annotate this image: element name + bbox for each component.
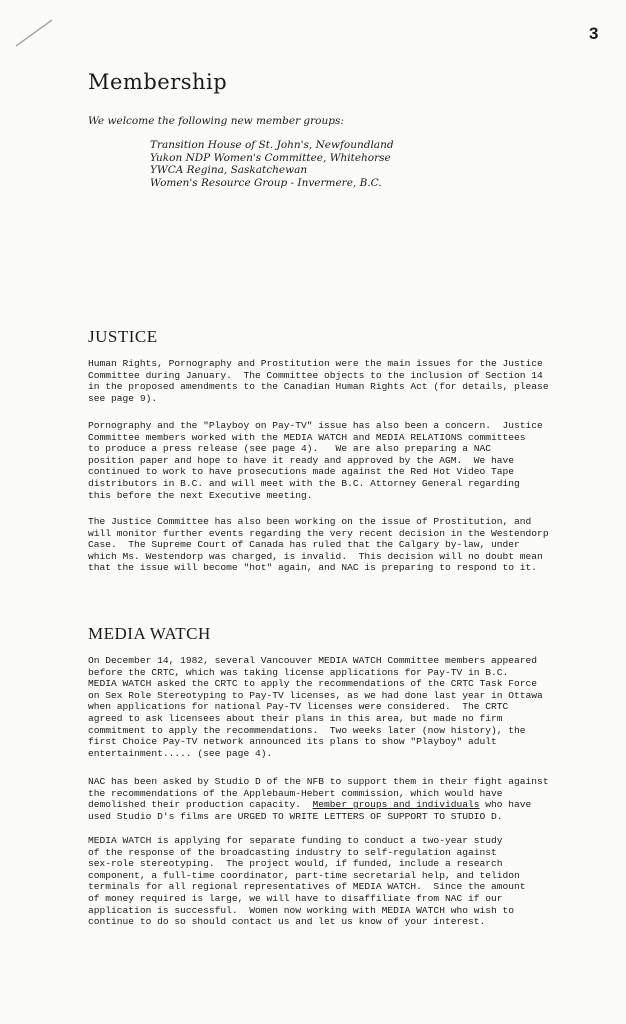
text-line: in the proposed amendments to the Canadian Human Rights Act (for details, please (88, 381, 549, 393)
justice-paragraph-2 (88, 420, 570, 501)
list-item: Women's Resource Group - Invermere, B.C. (150, 176, 382, 189)
text-line: Case. The Supreme Court of Canada has ruled that the Calgary by-law, under (88, 539, 520, 551)
text-line: commitment to apply the recommendations. Two weeks later (now history), the (88, 724, 526, 736)
text-line: Committee members worked with the MEDIA WATCH and MEDIA RELATIONS committees (88, 431, 526, 443)
text-line: see page 9). (88, 392, 158, 404)
text-segment: used Studio D's films are URGED TO (88, 810, 290, 822)
text-line: Committee during January. The Committee objects to the inclusion of Section 14 (88, 369, 543, 381)
media-watch-heading: MEDIA WATCH (88, 624, 211, 643)
justice-paragraph-3 (88, 516, 570, 574)
text-line: NAC has been asked by Studio D of the NFB to support them in their fight against (88, 776, 549, 787)
text-line (88, 799, 570, 811)
text-line: before the CRTC, which was taking license applications for Pay-TV in B.C. (88, 666, 509, 678)
underlined-text: Member groups and individuals (312, 799, 480, 811)
text-line: which Ms. Westendorp was charged, is invalid. This decision will no doubt mean (88, 550, 543, 562)
text-line: On December 14, 1982, several Vancouver MEDIA WATCH Committee members appeared (88, 655, 538, 666)
text-line: on Sex Role Stereotyping to Pay-TV licenses, as we had done last year in Ottawa (88, 689, 543, 701)
list-item: Yukon NDP Women's Committee, Whitehorse (150, 151, 391, 164)
text-line: entertainment..... (see page 4). (88, 747, 273, 759)
text-line: continue to do so should contact us and let us know of your interest. (88, 916, 486, 928)
emphasized-text: WRITE LETTERS OF SUPPORT TO STUDIO D. (289, 810, 503, 822)
list-item: Transition House of St. John's, Newfoundland (150, 139, 394, 151)
text-segment: who have (479, 799, 532, 811)
text-line: when applications for national Pay-TV licenses were considered. The CRTC (88, 701, 509, 713)
text-line: to produce a press release (see page 4). We are also preparing a NAC (88, 443, 492, 455)
membership-intro: We welcome the following new member groups: (88, 115, 344, 127)
text-line: first Choice Pay-TV network announced its plans to show "Playboy" adult (88, 736, 497, 748)
justice-heading: JUSTICE (88, 327, 158, 346)
media-watch-paragraph-3 (88, 835, 570, 928)
membership-heading: Membership (88, 70, 228, 94)
text-line (88, 811, 570, 823)
text-line: terminals for all regional representatives of MEDIA WATCH. Since the amount (88, 881, 526, 893)
text-segment: demolished their production capacity. (88, 799, 313, 811)
page-number: 3 (589, 24, 599, 43)
text-line: The Justice Committee has also been working on the issue of Prostitution, and (88, 516, 532, 527)
media-watch-paragraph-1 (88, 655, 570, 759)
pen-stroke-mark (14, 18, 54, 48)
text-line: component, a full-time coordinator, part-time secretarial help, and telidon (88, 869, 520, 881)
text-line: will monitor further events regarding the very recent decision in the Westendorp (88, 527, 549, 539)
text-line: position paper and hope to have it ready and approved by the AGM. We have (88, 454, 515, 466)
text-line: MEDIA WATCH is applying for separate funding to conduct a two-year study (88, 835, 503, 846)
text-line: that the issue will become "hot" again, and NAC is preparing to respond to it. (88, 562, 538, 574)
text-line: this before the next Executive meeting. (88, 489, 313, 501)
text-line: Human Rights, Pornography and Prostitution were the main issues for the Justice (88, 358, 543, 369)
list-item: YWCA Regina, Saskatchewan (150, 164, 308, 176)
text-line: the recommendations of the Applebaum-Hebert commission, which would have (88, 787, 503, 799)
text-line: of the response of the broadcasting industry to self-regulation against (88, 846, 497, 858)
text-line: continued to work to have prosecutions made against the Red Hot Video Tape (88, 466, 515, 478)
text-line: sex-role stereotyping. The project would, if funded, include a research (88, 858, 503, 870)
new-member-groups-list (150, 139, 394, 189)
text-line: MEDIA WATCH asked the CRTC to apply the recommendations of the CRTC Task Force (88, 678, 538, 690)
text-line: of money required is large, we will have to disaffiliate from NAC if our (88, 892, 503, 904)
text-line: agreed to ask licensees about their plans in this area, but made no firm (88, 712, 503, 724)
text-line: application is successful. Women now working with MEDIA WATCH who wish to (88, 904, 515, 916)
justice-paragraph-1 (88, 358, 570, 404)
text-line: Pornography and the "Playboy on Pay-TV" issue has also been a concern. Justice (88, 420, 543, 431)
text-line: distributors in B.C. and will meet with the B.C. Attorney General regarding (88, 477, 520, 489)
media-watch-paragraph-2 (88, 776, 570, 822)
